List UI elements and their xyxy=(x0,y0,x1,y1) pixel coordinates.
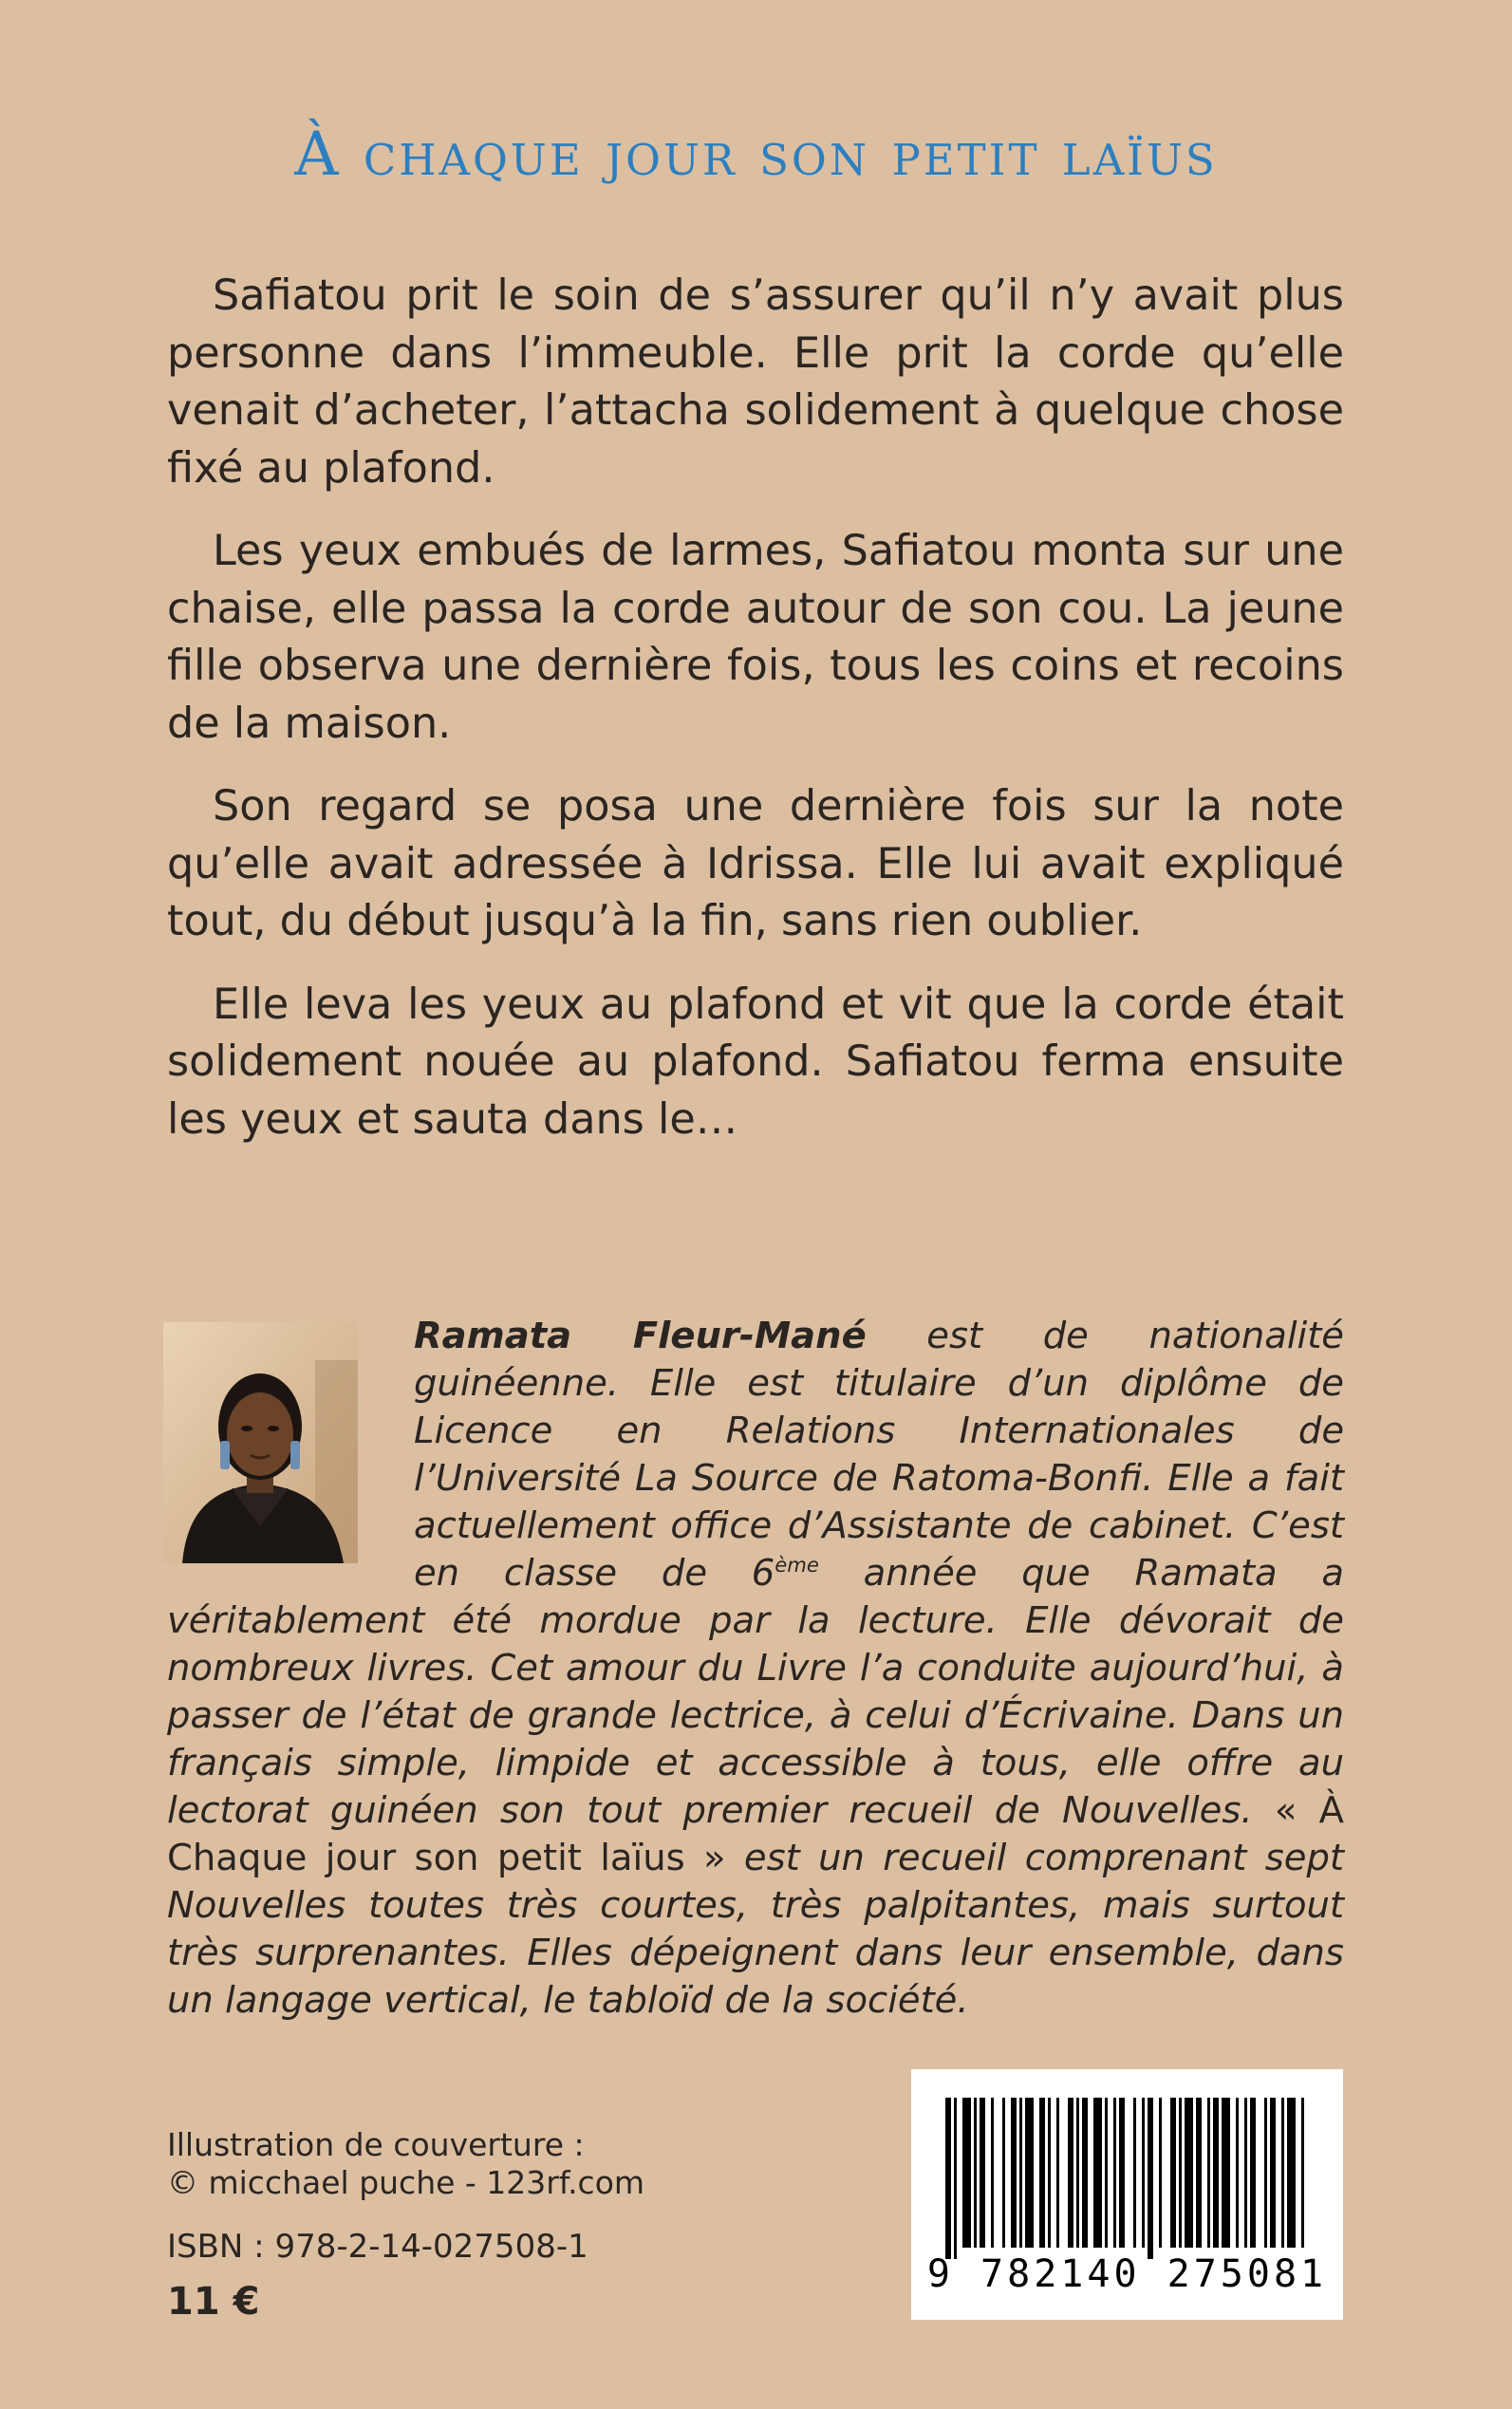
barcode-bar xyxy=(954,2098,957,2259)
barcode-bar xyxy=(1142,2098,1145,2248)
barcode-bar xyxy=(1213,2098,1219,2248)
barcode-bar xyxy=(1244,2098,1247,2248)
barcode-bar xyxy=(1076,2098,1079,2248)
barcode-digits: 9 782140 275081 xyxy=(926,2252,1328,2296)
barcode-bar xyxy=(1082,2098,1088,2248)
author-bio xyxy=(167,1313,1344,2025)
barcode-bar xyxy=(1068,2098,1073,2248)
barcode-bar xyxy=(1119,2098,1125,2248)
barcode-bar xyxy=(1196,2098,1202,2248)
barcode-bar xyxy=(945,2098,951,2259)
excerpt-paragraph: Les yeux embués de larmes, Safiatou monta sur une chaise, elle passa la corde autour de son cou. La jeune fille observa une dernière fois, tous les coins et recoins de la maison. xyxy=(167,527,1344,748)
barcode-bar xyxy=(1056,2098,1059,2248)
author-name: Ramata Fleur-Mané xyxy=(414,1315,867,1357)
barcode xyxy=(911,2069,1343,2320)
bio-book-title: « À Chaque jour son petit laïus » xyxy=(167,1789,1344,1879)
barcode-bar xyxy=(1170,2098,1176,2248)
barcode-bar xyxy=(1025,2098,1034,2248)
price: 11 € xyxy=(167,2280,260,2324)
barcode-bar xyxy=(1113,2098,1116,2248)
barcode-bar xyxy=(1002,2098,1005,2248)
barcode-bar xyxy=(1093,2098,1102,2248)
barcode-bar xyxy=(1011,2098,1017,2248)
bio-text: est de nationalité guinéenne. Elle est titulaire d’un diplôme de Licence en Relations Internationales de l’Université La Source de Ratoma-Bonfi. Elle a fait actuellement office d’Assistante de cabinet. C’est en classe de 6 xyxy=(414,1315,1344,1595)
barcode-bar xyxy=(1179,2098,1182,2248)
barcode-bar xyxy=(1148,2098,1153,2259)
excerpt-paragraph: Safiatou prit le soin de s’assurer qu’il n’y avait plus personne dans l’immeuble. Elle prit la corde qu’elle venait d’acheter, l’attacha solidement à quelque chose fixé au plafond. xyxy=(167,271,1344,493)
barcode-bar xyxy=(1287,2098,1296,2248)
barcode-bar xyxy=(974,2098,977,2248)
barcode-bar xyxy=(991,2098,994,2248)
excerpt-paragraph: Son regard se posa une dernière fois sur la note qu’elle avait adressée à Idrissa. Elle lui avait expliqué tout, du début jusqu’à la fin, sans rien oublier. xyxy=(167,782,1344,945)
barcode-bar xyxy=(1019,2098,1022,2248)
barcode-bar xyxy=(1301,2098,1304,2248)
barcode-bar xyxy=(1250,2098,1256,2248)
bio-superscript: ème xyxy=(775,1553,819,1578)
isbn: ISBN : 978-2-14-027508-1 xyxy=(167,2228,588,2266)
credits-line: © micchael puche - 123rf.com xyxy=(167,2164,645,2201)
barcode-bar xyxy=(1270,2098,1276,2248)
bio-text: est un recueil comprenant sept Nouvelles toutes très courtes, très palpitantes, mais surtout très surprenantes. Elles dépeignent dans leur ensemble, dans un langage vertical, le tabloïd de la société. xyxy=(167,1837,1344,2022)
barcode-bar xyxy=(962,2098,971,2248)
barcode-bar xyxy=(1105,2098,1108,2248)
barcode-bar xyxy=(1133,2098,1136,2248)
barcode-bar xyxy=(980,2098,985,2248)
credits-line: Illustration de couverture : xyxy=(167,2126,585,2163)
photo-spacer xyxy=(167,1313,414,1583)
barcode-bar xyxy=(1281,2098,1284,2248)
barcode-bar xyxy=(1236,2098,1239,2248)
barcode-bar xyxy=(1039,2098,1045,2248)
barcode-bar xyxy=(1159,2098,1162,2248)
cover-credits xyxy=(167,2126,644,2202)
barcode-bar xyxy=(1207,2098,1210,2248)
barcode-bar xyxy=(1048,2098,1051,2248)
back-cover-excerpt xyxy=(167,268,1344,1174)
bio-text: année que Ramata a véritablement été mordue par la lecture. Elle dévorait de nombreux livres. Cet amour du Livre l’a conduite aujourd’hui, à passer de l’état de grande lectrice, à celui d’Écrivaine. Dans un français simple, limpide et accessible à tous, elle offre au lectorat guinéen son tout premier recueil de Nouvelles. xyxy=(167,1552,1344,1832)
barcode-bar xyxy=(1264,2098,1267,2248)
barcode-bar xyxy=(1185,2098,1193,2248)
barcode-bar xyxy=(1222,2098,1230,2248)
book-title: À chaque jour son petit laïus xyxy=(294,120,1218,190)
excerpt-paragraph: Elle leva les yeux au plafond et vit que la corde était solidement nouée au plafond. Safiatou ferma ensuite les yeux et sauta dans le… xyxy=(167,980,1344,1144)
